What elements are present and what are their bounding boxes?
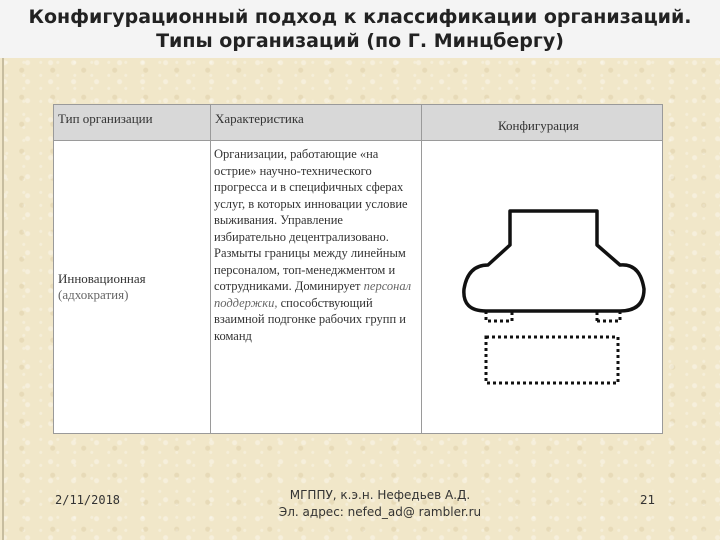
footer-author-line-1: МГППУ, к.э.н. Нефедьев А.Д.	[289, 488, 471, 502]
table-header-row	[54, 105, 663, 141]
characteristic-text-1: Организации, работающие «на острие» научно-технического прогресса и в специфичных сферах услуг, в которых инновации условие выживания. Управление избирательно децентрализовано. Размыты границы между линейным персоналом, топ-менеджментом и сотрудниками. Доминирует	[214, 147, 408, 293]
classification-table	[53, 104, 663, 434]
adhocracy-shape-icon	[422, 141, 674, 435]
cell-configuration	[422, 141, 663, 434]
cell-characteristic	[211, 141, 422, 434]
classification-table-image	[53, 104, 663, 434]
header-type: Тип организации	[54, 105, 211, 141]
adhocracy-solid-outline	[464, 211, 644, 311]
slide-title-bar	[0, 0, 720, 58]
slide-title-line-2: Типы организаций (по Г. Минцбергу)	[156, 30, 564, 52]
header-characteristic: Характеристика	[211, 105, 422, 141]
characteristic-text-italic: персонал поддержки,	[214, 279, 412, 310]
characteristic-text-2: способствующий взаимной подгонке рабочих групп и команд	[214, 295, 406, 343]
header-configuration: Конфигурация	[422, 105, 663, 141]
cell-type	[54, 141, 211, 434]
left-divider	[2, 58, 4, 540]
page-number: 21	[640, 493, 656, 507]
type-name: Инновационная	[58, 271, 146, 286]
slide-title-line-1: Конфигурационный подход к классификации организаций.	[28, 6, 692, 28]
footer-author	[260, 487, 500, 521]
footer-author-line-2: Эл. адрес: nefed_ad@ rambler.ru	[278, 505, 482, 519]
adhocracy-dotted-base	[486, 337, 618, 383]
type-note: (адхократия)	[58, 287, 129, 302]
table-row	[54, 141, 663, 434]
footer-date: 2/11/2018	[55, 493, 121, 507]
